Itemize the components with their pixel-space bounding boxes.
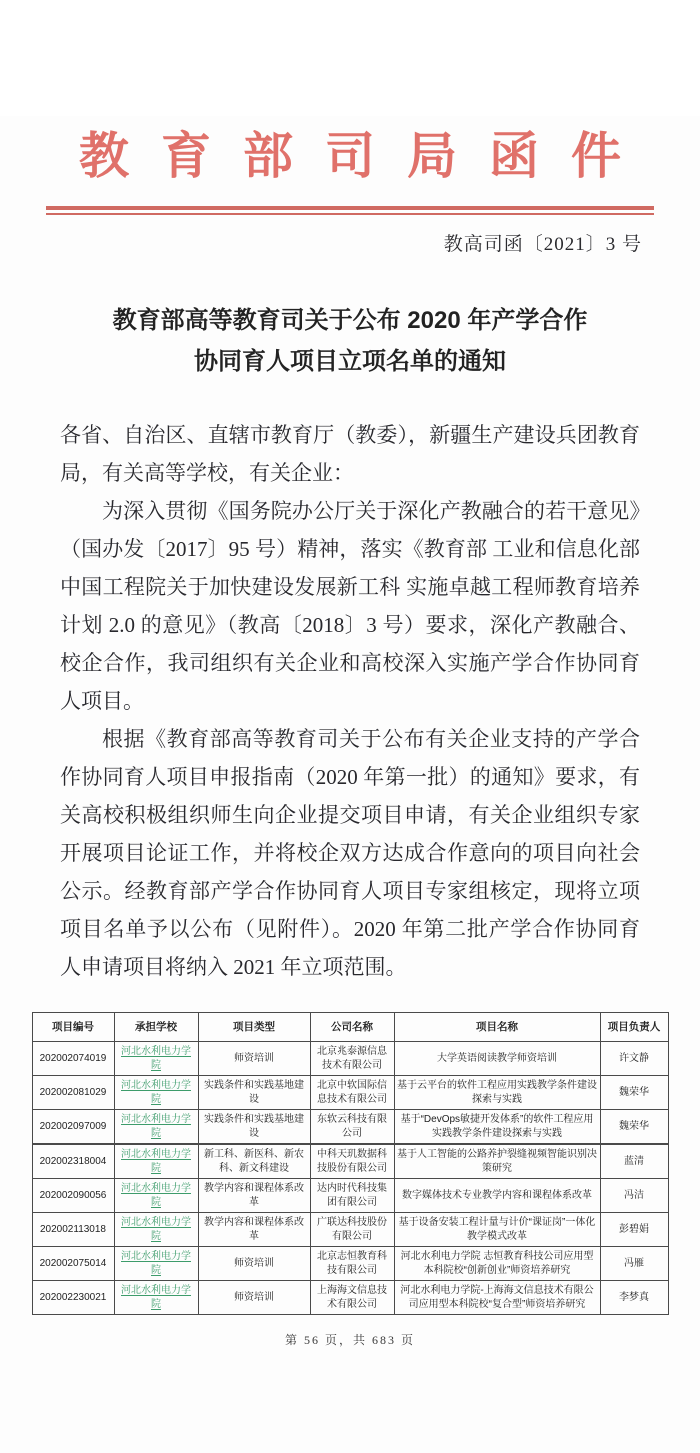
project-type-cell: 师资培训 <box>198 1247 310 1281</box>
project-id-cell: 202002090056 <box>32 1179 114 1213</box>
school-link[interactable]: 河北水利电力学院 <box>121 1251 191 1276</box>
table-row <box>32 1144 668 1179</box>
company-cell: 东软云科技有限公司 <box>310 1110 394 1145</box>
header-project-type: 项目类型 <box>198 1013 310 1042</box>
project-id-cell: 202002074019 <box>32 1042 114 1076</box>
company-cell: 北京中软国际信息技术有限公司 <box>310 1076 394 1110</box>
company-cell: 北京兆泰源信息技术有限公司 <box>310 1042 394 1076</box>
header-project-name: 项目名称 <box>394 1013 600 1042</box>
project-name-cell: 大学英语阅读教学师资培训 <box>394 1042 600 1076</box>
school-cell <box>114 1144 198 1179</box>
project-name-cell: 基于人工智能的公路养护裂缝视频智能识别决策研究 <box>394 1144 600 1179</box>
project-type-cell: 师资培训 <box>198 1042 310 1076</box>
project-name-cell: 河北水利电力学院-上海海文信息技术有限公司应用型本科院校“复合型”师资培养研究 <box>394 1281 600 1315</box>
document-page <box>0 116 700 1453</box>
school-link[interactable]: 河北水利电力学院 <box>121 1149 191 1174</box>
leader-cell: 魏荣华 <box>600 1076 668 1110</box>
letterhead-title: 教育部司局函件 <box>79 128 653 184</box>
header-school: 承担学校 <box>114 1013 198 1042</box>
letterhead-divider <box>46 206 654 215</box>
school-link[interactable]: 河北水利电力学院 <box>121 1046 191 1071</box>
project-type-cell: 实践条件和实践基地建设 <box>198 1110 310 1145</box>
school-link[interactable]: 河北水利电力学院 <box>121 1217 191 1242</box>
leader-cell: 李梦真 <box>600 1281 668 1315</box>
project-name-cell: 基于云平台的软件工程应用实践教学条件建设探索与实践 <box>394 1076 600 1110</box>
table-row <box>32 1042 668 1076</box>
leader-cell: 魏荣华 <box>600 1110 668 1145</box>
header-leader: 项目负责人 <box>600 1013 668 1042</box>
table-row <box>32 1076 668 1110</box>
header-project-id: 项目编号 <box>32 1013 114 1042</box>
project-table <box>32 1012 669 1315</box>
project-id-cell: 202002318004 <box>32 1144 114 1179</box>
project-id-cell: 202002113018 <box>32 1213 114 1247</box>
project-id-cell: 202002097009 <box>32 1110 114 1145</box>
school-cell <box>114 1213 198 1247</box>
table-row <box>32 1179 668 1213</box>
project-name-cell: 基于“DevOps敏捷开发体系”的软件工程应用实践教学条件建设探索与实践 <box>394 1110 600 1145</box>
school-cell <box>114 1179 198 1213</box>
company-cell: 上海海文信息技术有限公司 <box>310 1281 394 1315</box>
table-row <box>32 1213 668 1247</box>
school-cell <box>114 1247 198 1281</box>
leader-cell: 彭碧娟 <box>600 1213 668 1247</box>
company-cell: 中科天玑数据科技股份有限公司 <box>310 1144 394 1179</box>
school-link[interactable]: 河北水利电力学院 <box>121 1114 191 1139</box>
company-cell: 达内时代科技集团有限公司 <box>310 1179 394 1213</box>
notice-title <box>0 300 700 382</box>
paragraph-2: 根据《教育部高等教育司关于公布有关企业支持的产学合作协同育人项目申报指南（2020 年第一批）的通知》要求，有关高校积极组织师生向企业提交项目申请，有关企业组织专家开展项目论证工作，并将校企双方达成合作意向的项目向社会公示。经教育部产学合作协同育人项目专家组核定，现将立项项目名单予以公布（见附件）。2020 年第二批产学合作协同育人申请项目将纳入 2021 年立项范围。 <box>60 727 640 979</box>
paragraph-1: 为深入贯彻《国务院办公厅关于深化产教融合的若干意见》（国办发〔2017〕95 号）精神，落实《教育部 工业和信息化部 中国工程院关于加快建设发展新工科 实施卓越工程师教育培养计划 2.0 的意见》（教高〔2018〕3 号）要求，深化产教融合、校企合作，我司组织有关企业和高校深入实施产学合作协同育人项目。 <box>60 499 640 713</box>
table-header-row <box>32 1013 668 1042</box>
school-link[interactable]: 河北水利电力学院 <box>121 1080 191 1105</box>
project-name-cell: 河北水利电力学院 志恒教育科技公司应用型本科院校“创新创业”师资培养研究 <box>394 1247 600 1281</box>
salutation: 各省、自治区、直辖市教育厅（教委），新疆生产建设兵团教育局，有关高等学校，有关企业： <box>60 423 640 485</box>
table-row <box>32 1247 668 1281</box>
project-type-cell: 实践条件和实践基地建设 <box>198 1076 310 1110</box>
school-cell <box>114 1076 198 1110</box>
school-cell <box>114 1110 198 1145</box>
project-id-cell: 202002075014 <box>32 1247 114 1281</box>
project-name-cell: 数字媒体技术专业教学内容和课程体系改革 <box>394 1179 600 1213</box>
school-link[interactable]: 河北水利电力学院 <box>121 1285 191 1310</box>
table-row <box>32 1281 668 1315</box>
project-type-cell: 教学内容和课程体系改革 <box>198 1179 310 1213</box>
leader-cell: 蓝清 <box>600 1144 668 1179</box>
project-type-cell: 教学内容和课程体系改革 <box>198 1213 310 1247</box>
header-company: 公司名称 <box>310 1013 394 1042</box>
company-cell: 北京志恒教育科技有限公司 <box>310 1247 394 1281</box>
notice-title-line2: 协同育人项目立项名单的通知 <box>194 348 506 375</box>
notice-body <box>60 416 640 988</box>
document-number: 教高司函〔2021〕3 号 <box>443 234 642 255</box>
notice-title-line1: 教育部高等教育司关于公布 2020 年产学合作 <box>112 307 588 334</box>
school-cell <box>114 1281 198 1315</box>
company-cell: 广联达科技股份有限公司 <box>310 1213 394 1247</box>
leader-cell: 许文静 <box>600 1042 668 1076</box>
project-type-cell: 新工科、新医科、新农科、新文科建设 <box>198 1144 310 1179</box>
page-number-footer: 第 56 页，共 683 页 <box>284 1333 415 1347</box>
project-id-cell: 202002081029 <box>32 1076 114 1110</box>
school-link[interactable]: 河北水利电力学院 <box>121 1183 191 1208</box>
table-row <box>32 1110 668 1145</box>
leader-cell: 冯雁 <box>600 1247 668 1281</box>
school-cell <box>114 1042 198 1076</box>
project-id-cell: 202002230021 <box>32 1281 114 1315</box>
project-name-cell: 基于设备安装工程计量与计价“课证岗”一体化教学模式改革 <box>394 1213 600 1247</box>
leader-cell: 冯洁 <box>600 1179 668 1213</box>
project-type-cell: 师资培训 <box>198 1281 310 1315</box>
table-body <box>32 1042 668 1315</box>
